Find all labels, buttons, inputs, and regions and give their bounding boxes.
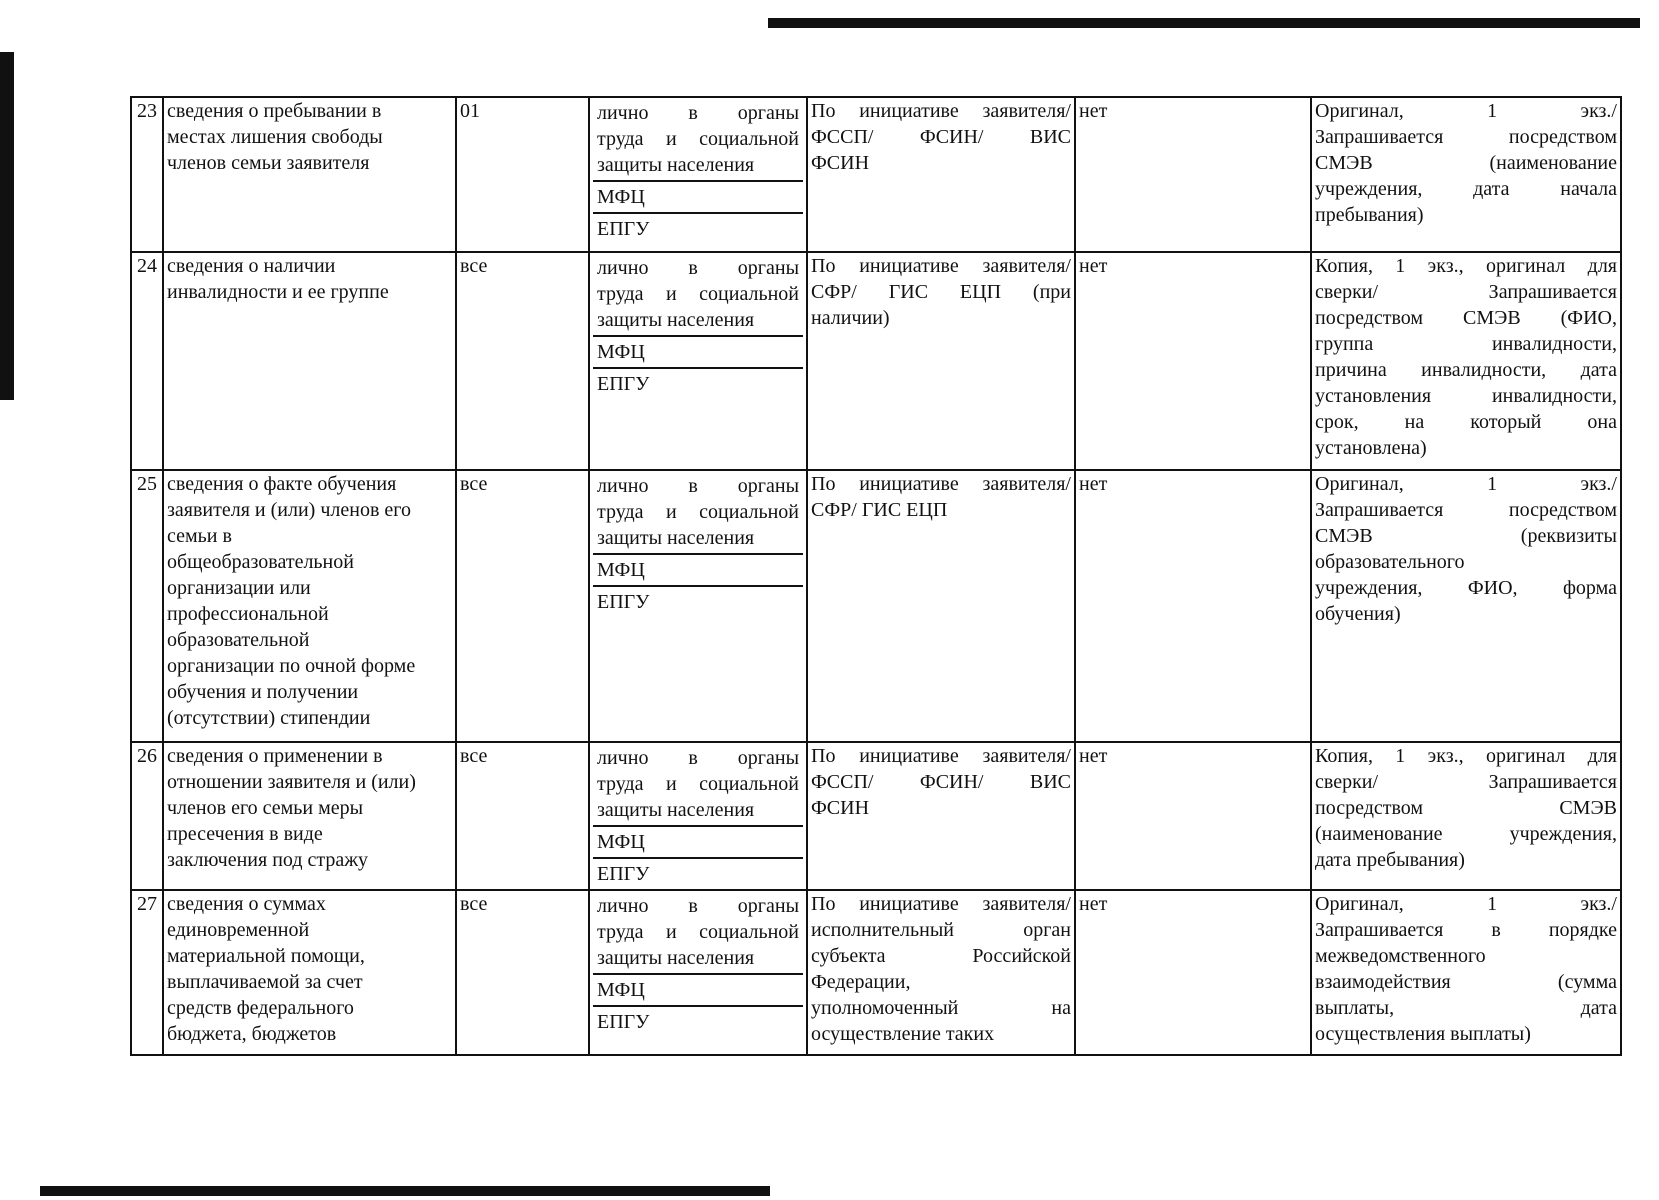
document-name-line: выплачиваемой за счет [167,971,363,993]
document-name-line: членов семьи заявителя [167,152,370,174]
receipt-method-line: труда и социальной [597,501,799,523]
document-name-line: общеобразовательной [167,551,354,573]
receipt-method-mfc: МФЦ [593,337,803,369]
document-source-line: наличии) [811,307,890,329]
document-source [807,97,1075,252]
document-form [1311,97,1621,252]
document-name-line: местах лишения свободы [167,126,383,148]
document-name-line: заявителя и (или) членов его [167,499,411,521]
document-source [807,252,1075,470]
applicant-category: все [456,252,589,470]
document-source-line: СФР/ ГИС ЕЦП [811,499,948,521]
document-form-line: (наименование учреждения, [1315,823,1617,845]
document-name-line: организации по очной форме [167,655,416,677]
receipt-methods [589,742,807,890]
receipt-method-epgu: ЕПГУ [597,591,650,613]
document-form-line: межведомственного [1315,945,1486,967]
document-form-line: обучения) [1315,603,1401,625]
scan-bottom-rule [40,1186,770,1196]
document-form-line: учреждения, ФИО, форма [1315,577,1617,599]
document-name-line: средств федерального [167,997,354,1019]
document-form [1311,742,1621,890]
row-number: 23 [131,97,163,252]
receipt-method-line: защиты населения [597,799,755,821]
document-form-line: Копия, 1 экз., оригинал для [1315,255,1617,277]
document-name-line: профессиональной [167,603,329,625]
document-form-line: осуществления выплаты) [1315,1023,1531,1045]
document-form-line: учреждения, дата начала [1315,178,1617,200]
receipt-method-in-person [593,98,803,182]
document-name-line: отношении заявителя и (или) [167,771,416,793]
document-form [1311,470,1621,742]
document-source-line: Федерации, [811,971,911,993]
document-source-line: осуществление таких [811,1023,995,1045]
row-number: 24 [131,252,163,470]
document-form-line: посредством СМЭВ (ФИО, [1315,307,1617,329]
receipt-method-line: лично в органы [597,895,799,917]
receipt-method-mfc: МФЦ [593,182,803,214]
document-name [163,252,456,470]
document-name-line: сведения о пребывании в [167,100,382,122]
receipt-method-mfc: МФЦ [593,975,803,1007]
document-name-line: пресечения в виде [167,823,323,845]
document-form-line: установления инвалидности, [1315,385,1617,407]
document-form-line: взаимодействия (сумма [1315,971,1617,993]
document-form-line: Запрашивается посредством [1315,499,1617,521]
table-row [131,252,1621,470]
applicant-category: все [456,470,589,742]
document-name-line: сведения о наличии [167,255,336,277]
receipt-method-mfc: МФЦ [593,827,803,859]
document-form-line: образовательного [1315,551,1465,573]
receipt-method-line: защиты населения [597,947,755,969]
document-form-line: выплаты, дата [1315,997,1617,1019]
receipt-method-line: лично в органы [597,102,799,124]
document-name-line: организации или [167,577,311,599]
document-name-line: образовательной [167,629,310,651]
table-row [131,890,1621,1055]
receipt-methods [589,252,807,470]
requirement-answer: нет [1075,890,1311,1055]
document-source-line: исполнительный орган [811,919,1071,941]
document-name-line: материальной помощи, [167,945,365,967]
document-form-line: сверки/ Запрашивается [1315,281,1617,303]
document-source-line: По инициативе заявителя/ [811,745,1071,767]
document-form-line: группа инвалидности, [1315,333,1617,355]
document-name-line: (отсутствии) стипендии [167,707,371,729]
document-name [163,97,456,252]
document-name-line: обучения и получении [167,681,359,703]
document-name-line: бюджета, бюджетов [167,1023,337,1045]
scan-top-rule [768,18,1640,28]
table-row [131,470,1621,742]
receipt-method-epgu: ЕПГУ [597,218,650,240]
applicant-category: все [456,890,589,1055]
document-form-line: Запрашивается посредством [1315,126,1617,148]
receipt-method-line: защиты населения [597,527,755,549]
document-source-line: По инициативе заявителя/ [811,893,1071,915]
document-name [163,742,456,890]
document-name-line: заключения под стражу [167,849,369,871]
document-form-line: Запрашивается в порядке [1315,919,1617,941]
document-source-line: ФСИН [811,152,870,174]
document-form-line: пребывания) [1315,204,1424,226]
applicant-category: все [456,742,589,890]
document-source [807,742,1075,890]
document-name-line: единовременной [167,919,310,941]
requirement-answer: нет [1075,252,1311,470]
document-source-line: По инициативе заявителя/ [811,255,1071,277]
requirement-answer: нет [1075,97,1311,252]
document-form [1311,890,1621,1055]
documents-table [130,96,1622,1056]
receipt-method-line: лично в органы [597,475,799,497]
document-source [807,470,1075,742]
document-form-line: причина инвалидности, дата [1315,359,1617,381]
receipt-method-line: труда и социальной [597,773,799,795]
document-source-line: ФССП/ ФСИН/ ВИС [811,126,1071,148]
receipt-method-epgu: ЕПГУ [597,863,650,885]
scan-left-edge [0,52,14,400]
document-form-line: дата пребывания) [1315,849,1465,871]
receipt-method-mfc: МФЦ [593,555,803,587]
receipt-method-line: труда и социальной [597,283,799,305]
document-source-line: ФССП/ ФСИН/ ВИС [811,771,1071,793]
document-source-line: По инициативе заявителя/ [811,473,1071,495]
document-name-line: сведения о суммах [167,893,326,915]
document-source-line: субъекта Российской [811,945,1071,967]
document-name-line: сведения о факте обучения [167,473,397,495]
document-name [163,470,456,742]
document-name-line: сведения о применении в [167,745,383,767]
document-form-line: Оригинал, 1 экз./ [1315,473,1617,495]
document-source-line: ФСИН [811,797,870,819]
receipt-method-epgu: ЕПГУ [597,1011,650,1033]
document-form-line: СМЭВ (наименование [1315,152,1617,174]
receipt-method-in-person [593,891,803,975]
document-source [807,890,1075,1055]
document-form-line: посредством СМЭВ [1315,797,1617,819]
receipt-method-line: труда и социальной [597,128,799,150]
receipt-method-epgu: ЕПГУ [597,373,650,395]
applicant-category: 01 [456,97,589,252]
requirement-answer: нет [1075,742,1311,890]
table-row [131,97,1621,252]
receipt-methods [589,470,807,742]
receipt-method-in-person [593,743,803,827]
document-form [1311,252,1621,470]
row-number: 27 [131,890,163,1055]
document-source-line: По инициативе заявителя/ [811,100,1071,122]
receipt-method-line: лично в органы [597,747,799,769]
row-number: 25 [131,470,163,742]
table-row [131,742,1621,890]
receipt-methods [589,97,807,252]
document-name-line: семьи в [167,525,232,547]
document-name [163,890,456,1055]
document-form-line: Оригинал, 1 экз./ [1315,893,1617,915]
document-form-line: установлена) [1315,437,1427,459]
document-source-line: СФР/ ГИС ЕЦП (при [811,281,1071,303]
receipt-method-line: лично в органы [597,257,799,279]
requirement-answer: нет [1075,470,1311,742]
receipt-method-line: защиты населения [597,154,755,176]
document-form-line: Копия, 1 экз., оригинал для [1315,745,1617,767]
document-form-line: СМЭВ (реквизиты [1315,525,1617,547]
receipt-methods [589,890,807,1055]
document-name-line: инвалидности и ее группе [167,281,389,303]
receipt-method-line: защиты населения [597,309,755,331]
receipt-method-in-person [593,253,803,337]
document-name-line: членов его семьи меры [167,797,364,819]
row-number: 26 [131,742,163,890]
document-form-line: срок, на который она [1315,411,1617,433]
document-form-line: Оригинал, 1 экз./ [1315,100,1617,122]
receipt-method-line: труда и социальной [597,921,799,943]
document-form-line: сверки/ Запрашивается [1315,771,1617,793]
receipt-method-in-person [593,471,803,555]
document-source-line: уполномоченный на [811,997,1071,1019]
